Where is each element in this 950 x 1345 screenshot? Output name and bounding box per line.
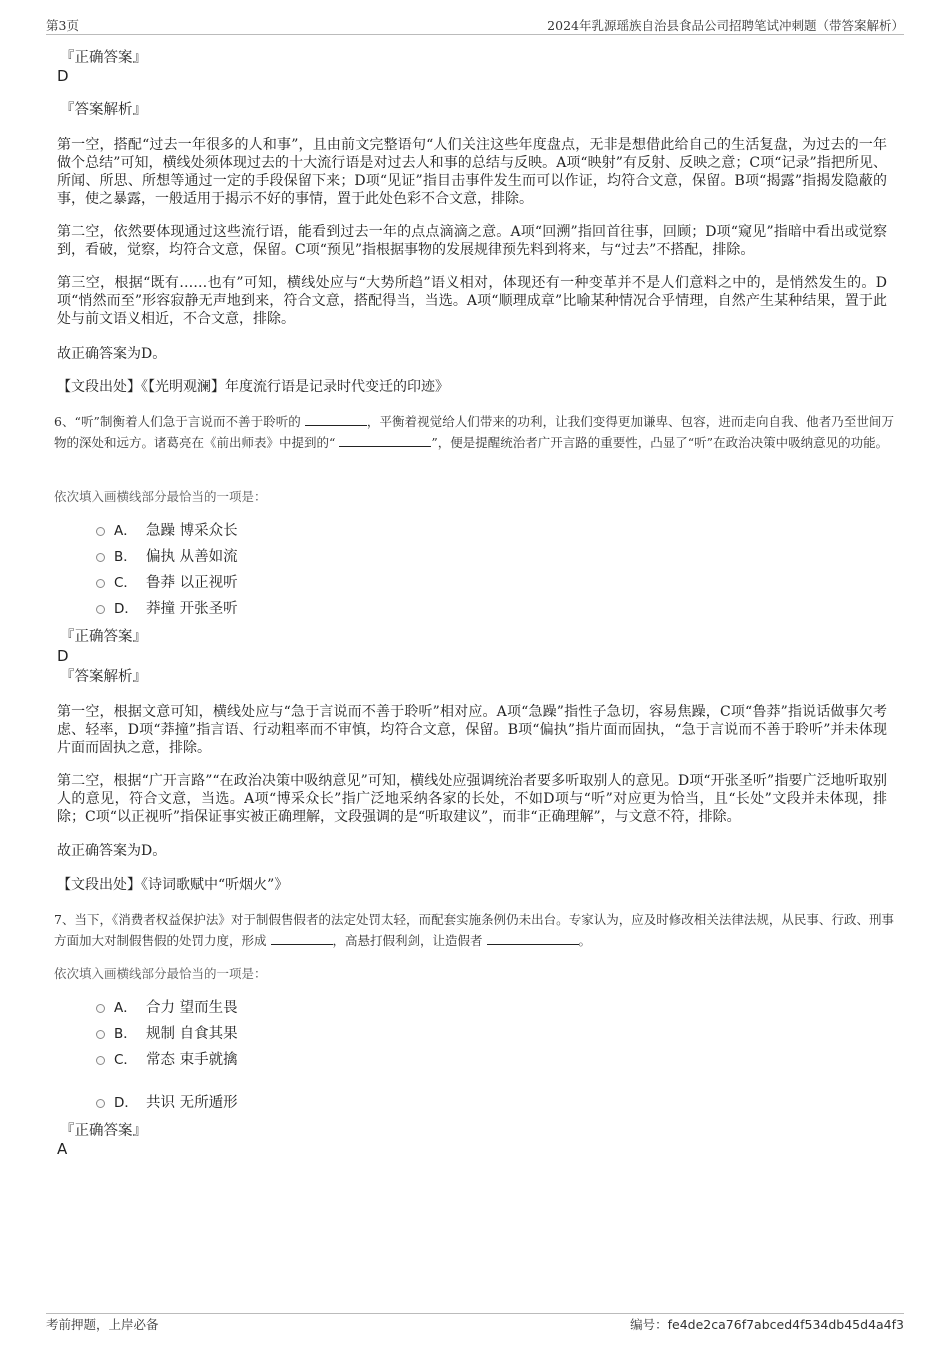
analysis-conclusion: 故正确答案为D。 (57, 346, 167, 362)
option-d[interactable] (96, 1094, 238, 1112)
question-text-part: ，高悬打假利剑，让造假者 (332, 933, 483, 948)
correct-answer-label: 『正确答案』 (60, 629, 147, 645)
option-text: 偏执 从善如流 (146, 549, 238, 565)
page-footer (46, 1313, 904, 1332)
correct-answer-label: 『正确答案』 (60, 50, 147, 66)
analysis-paragraph: 第二空，根据“广开言路”“在政治决策中吸纳意见”可知，横线处应强调统治者要多听取别人的意见。D项“开张圣听”指要广泛地听取别人的意见，符合文意，当选。A项“博采众长”指广泛地采纳各家的长处，不如D项与“听”对应更为恰当，且“长处”文段并未体现，排除；C项“以正视听”指保证事实被正确理解，文段强调的是“听取建议”，而非“正确理解”，与文意不符，排除。 (57, 773, 887, 825)
radio-button[interactable] (96, 527, 105, 536)
analysis-paragraph: 第一空，根据文意可知，横线处应与“急于言说而不善于聆听”相对应。A项“急躁”指性子急切，容易焦躁，C项“鲁莽”指说话做事欠考虑、轻率，D项“莽撞”指言语、行动粗率而不审慎，均符合文意，保留。B项“偏执”指片面而固执，“急于言说而不善于聆听”并未体现片面而固执之意，排除。 (57, 704, 887, 756)
correct-answer-value: D (57, 647, 69, 665)
fill-blank (339, 434, 431, 447)
radio-button[interactable] (96, 1099, 105, 1108)
option-letter: C． (114, 575, 137, 591)
analysis-label: 『答案解析』 (60, 102, 147, 118)
page-number: 第3页 (46, 18, 79, 33)
option-d[interactable] (96, 600, 238, 618)
radio-button[interactable] (96, 1004, 105, 1013)
radio-button[interactable] (96, 579, 105, 588)
footer-slogan: 考前押题，上岸必备 (46, 1317, 159, 1332)
option-text: 鲁莽 以正视听 (146, 575, 238, 591)
fill-blank (271, 932, 333, 945)
option-letter: D． (114, 1095, 138, 1111)
analysis-conclusion: 故正确答案为D。 (57, 843, 167, 859)
question-7-text (54, 909, 894, 951)
option-text: 合力 望而生畏 (146, 1000, 238, 1016)
question-instruction: 依次填入画横线部分最恰当的一项是： (54, 966, 267, 981)
option-letter: D． (114, 601, 138, 617)
question-text-part: ”，便是提醒统治者广开言路的重要性，凸显了“听”在政治决策中吸纳意见的功能。 (431, 435, 889, 450)
fill-blank (487, 932, 579, 945)
source-citation: 【文段出处】《诗词歌赋中“听烟火”》 (57, 877, 289, 893)
source-citation: 【文段出处】《【光明观澜】年度流行语是记录时代变迁的印迹》 (57, 379, 449, 395)
radio-button[interactable] (96, 1030, 105, 1039)
analysis-label: 『答案解析』 (60, 669, 147, 685)
option-text: 共识 无所遁形 (146, 1095, 238, 1111)
document-code (630, 1315, 904, 1333)
code-label: 编号： (630, 1317, 668, 1332)
option-letter: B． (114, 549, 137, 565)
question-text-part: 6、“听”制衡着人们急于言说而不善于聆听的 (54, 414, 301, 429)
option-b[interactable] (96, 1025, 238, 1043)
option-text: 常态 束手就擒 (146, 1052, 238, 1068)
option-c[interactable] (96, 1051, 238, 1069)
option-a[interactable] (96, 999, 238, 1017)
option-letter: B． (114, 1026, 137, 1042)
question-instruction: 依次填入画横线部分最恰当的一项是： (54, 489, 267, 504)
analysis-paragraph: 第一空，搭配“过去一年很多的人和事”，且由前文完整语句“人们关注这些年度盘点，无非是想借此给自己的生活复盘，为过去的一年做个总结”可知，横线处须体现过去的十大流行语是对过去人和事的总结与反映。A项“映射”有反射、反映之意；C项“记录”指把所见、所闻、所思、所想等通过一定的手段保留下来；D项“见证”指目击事件发生而可以作证，均符合文意，保留。B项“揭露”指揭发隐蔽的事，使之暴露，一般适用于揭示不好的事情，置于此处色彩不合文意，排除。 (57, 137, 887, 207)
radio-button[interactable] (96, 553, 105, 562)
option-b[interactable] (96, 548, 238, 566)
correct-answer-value: A (57, 1140, 68, 1158)
radio-button[interactable] (96, 1056, 105, 1065)
question-text-part: 7、当下，《消费者权益保护法》对于制假售假者的法定处罚太轻，而配套实施条例仍未出台。专家认为，应及时修改相关法律法规，从民事、行政、刑事方面加大对制假售假的处罚力度，形成 (54, 912, 894, 948)
question-6-text (54, 411, 894, 453)
correct-answer-value: D (57, 67, 69, 85)
analysis-paragraph: 第三空，根据“既有……也有”可知，横线处应与“大势所趋”语义相对，体现还有一种变革并不是人们意料之中的，是悄然发生的。D项“悄然而至”形容寂静无声地到来，符合文意，搭配得当，当选。A项“顺理成章”比喻某种情况合乎情理，自然产生某种结果，置于此处与前文语义相近，不合文意，排除。 (57, 275, 887, 327)
correct-answer-label: 『正确答案』 (60, 1123, 147, 1139)
option-a[interactable] (96, 522, 238, 540)
option-c[interactable] (96, 574, 238, 592)
analysis-paragraph: 第二空，依然要体现通过这些流行语，能看到过去一年的点点滴滴之意。A项“回溯”指回首往事，回顾；D项“窥见”指暗中看出或觉察到，看破，觉察，均符合文意，保留。C项“预见”指根据事物的发展规律预先料到将来，与“过去”不搭配，排除。 (57, 224, 887, 258)
question-text-part: ，平衡着视觉给人们带来的功利，让我们变得更加谦卑、包容，进而走向自我、他者乃至世间万物的深处和远方。诸葛亮在《前出师表》中提到的“ (54, 414, 894, 450)
document-title: 2024年乳源瑶族自治县食品公司招聘笔试冲刺题（带答案解析） (547, 18, 904, 33)
option-text: 规制 自食其果 (146, 1026, 238, 1042)
fill-blank (305, 413, 367, 426)
radio-button[interactable] (96, 605, 105, 614)
option-text: 急躁 博采众长 (146, 523, 238, 539)
option-letter: C． (114, 1052, 137, 1068)
code-value: fe4de2ca76f7abced4f534db45d4a4f3 (667, 1317, 904, 1332)
option-text: 莽撞 开张圣听 (146, 601, 238, 617)
page-header (46, 14, 904, 35)
option-letter: A． (114, 523, 137, 539)
option-letter: A． (114, 1000, 137, 1016)
question-text-part: 。 (578, 933, 592, 948)
